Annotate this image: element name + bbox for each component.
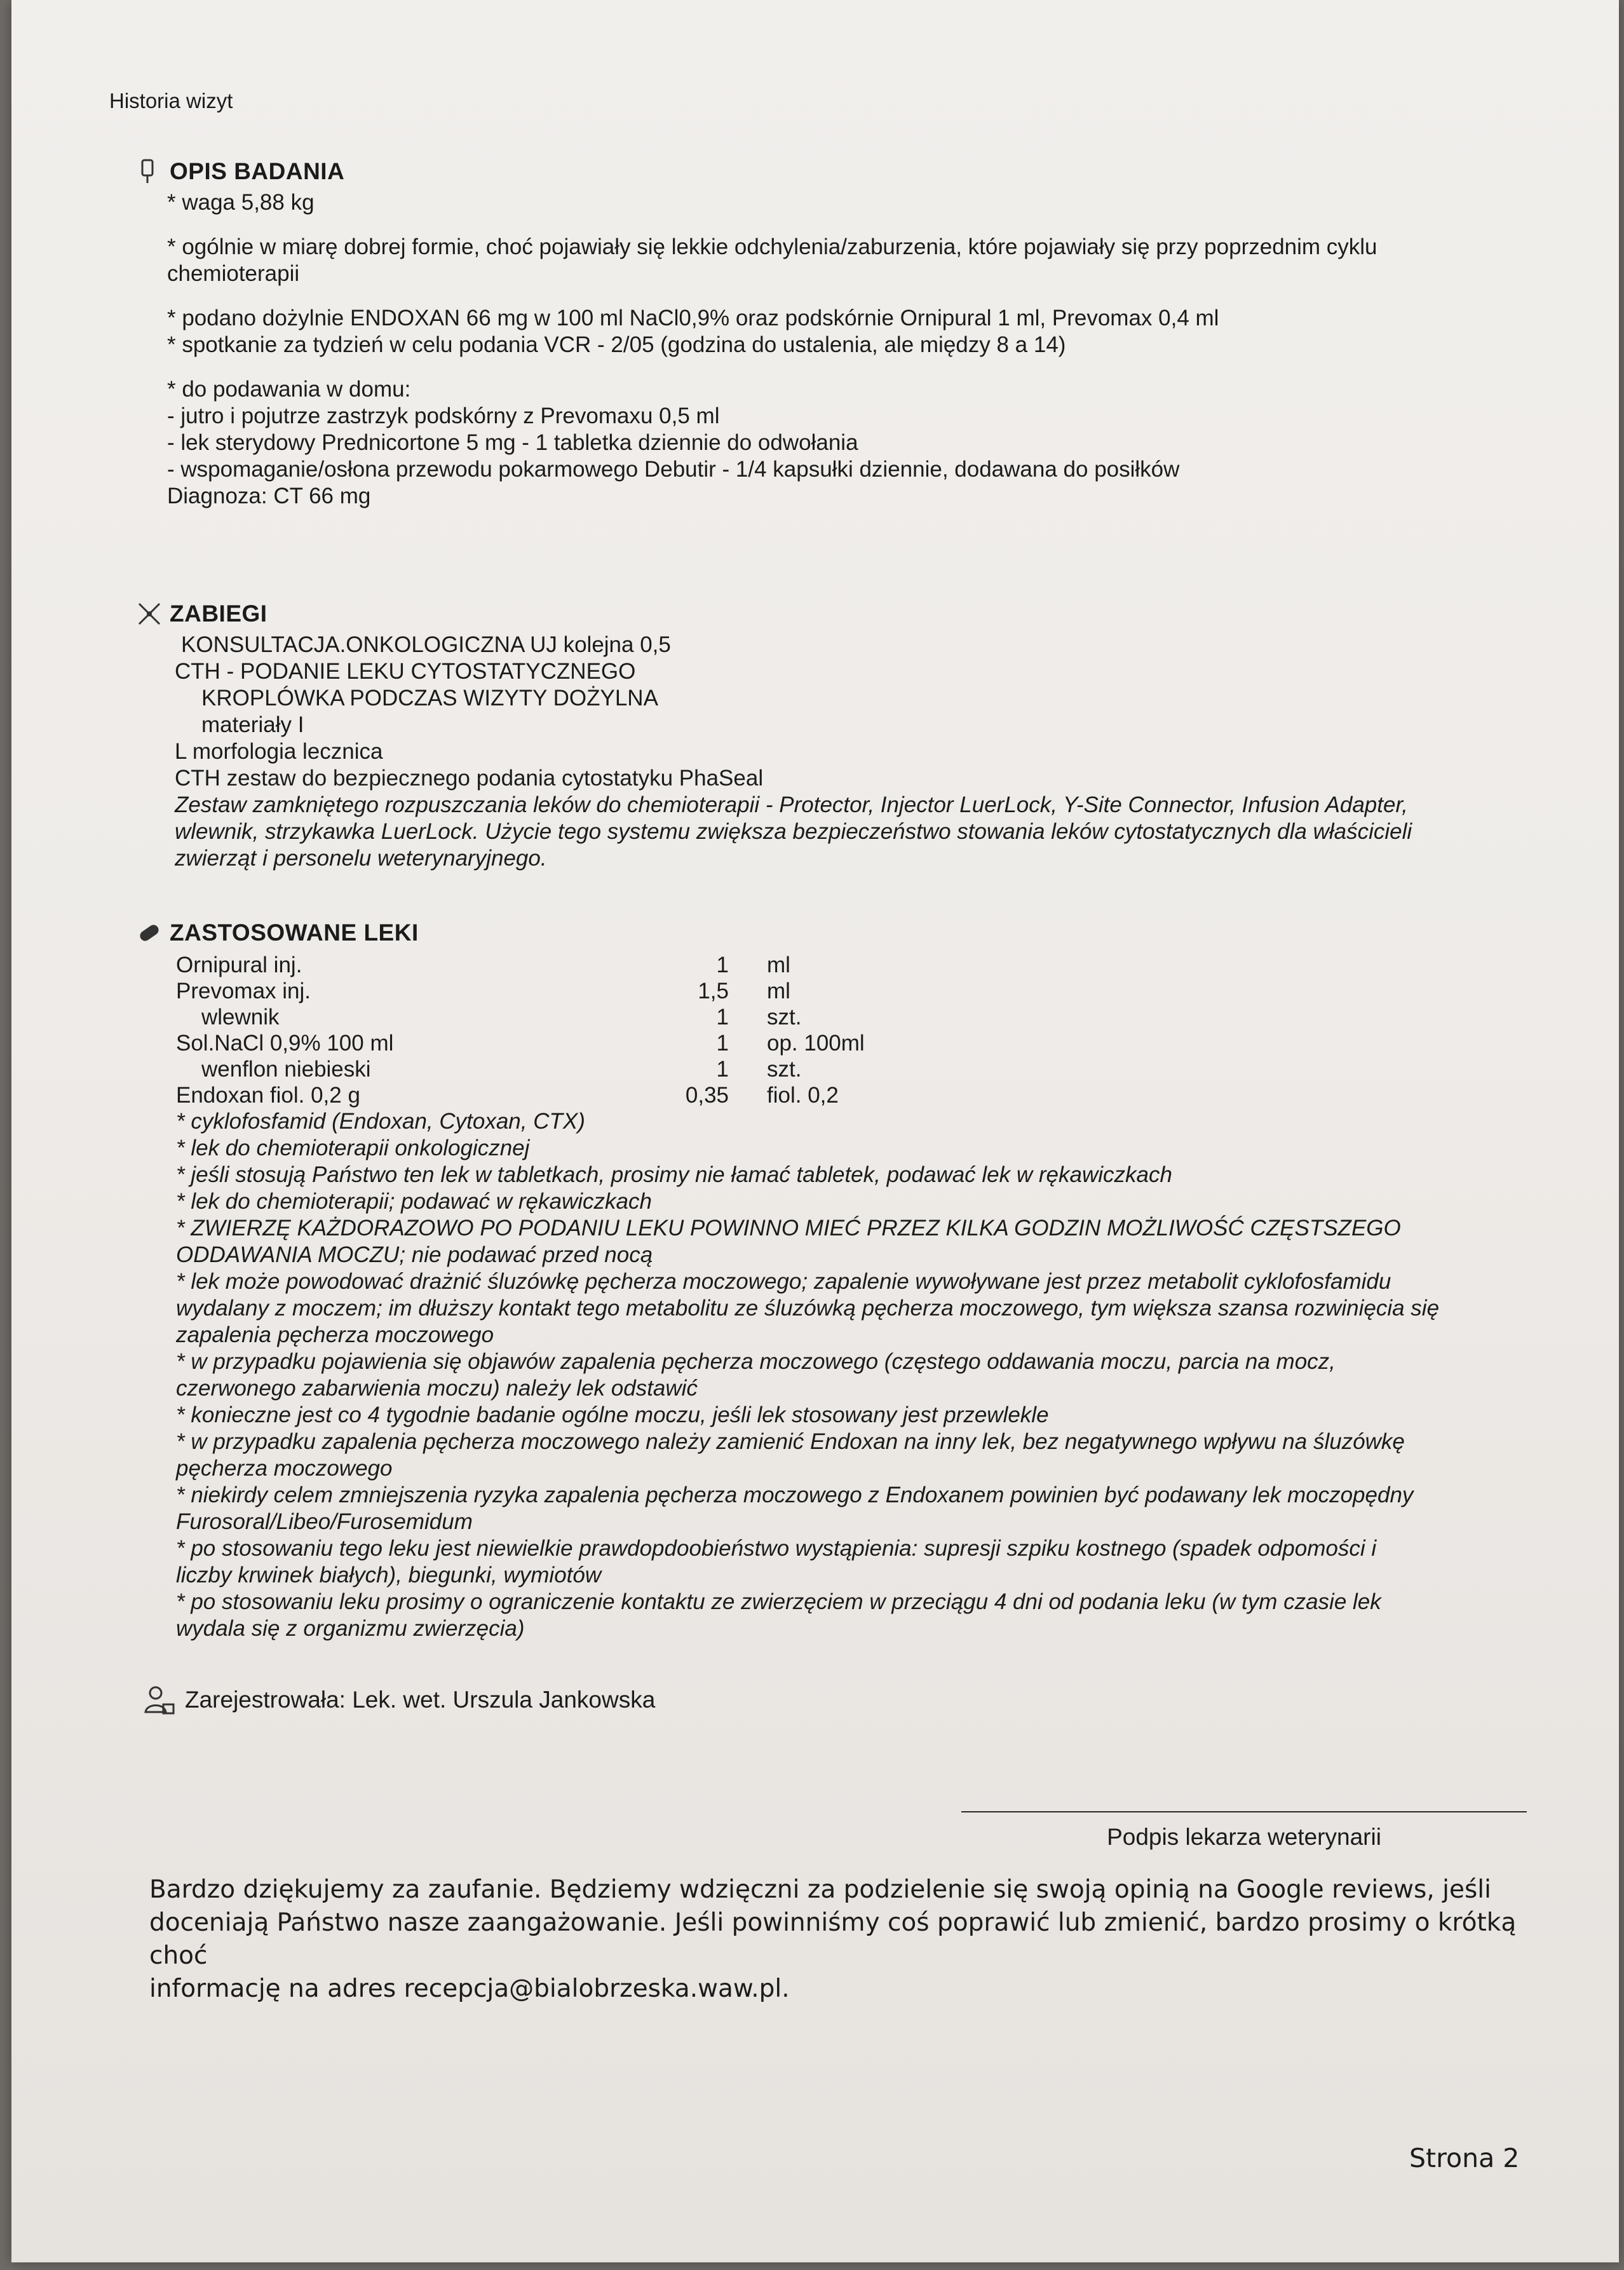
section-zabiegi [135,600,1565,872]
note-line: wydalany z moczem; im dłuższy kontakt tego metabolitu ze śluzówką pęcherza moczowego, tym większa szansa rozwinięcia się [176,1296,1440,1321]
note-line: ODDAWANIA MOCZU; nie podawać przed nocą [176,1242,653,1267]
note-line: * po stosowaniu leku prosimy o ograniczenie kontaktu ze zwierzęciem w przeciągu 4 dni od podania leku (w tym czasie lek [176,1589,1381,1614]
page-number: Strona 2 [1409,2143,1520,2173]
opis-line: * spotkanie za tydzień w celu podania VCR - 2/05 (godzina do ustalenia, ale między 8 a 14) [167,332,1066,357]
med-notes [176,1108,1571,1642]
zabiegi-italic-line: Zestaw zamkniętego rozpuszczania leków do chemioterapii - Protector, Injector LuerLock, Y-Site Connector, Infusion Adapter, [175,792,1408,817]
thank-you-note [149,1873,1547,2006]
note-line: pęcherza moczowego [176,1456,393,1481]
table-row: wlewnik 1 szt. [201,1005,802,1030]
section-title: ZASTOSOWANE LEKI [135,919,1571,947]
footer-line: Bardzo dziękujemy za zaufanie. Będziemy wdzięczni za podzielenie się swoją opinią na Google reviews, jeśli [149,1875,1491,1904]
note-line: * lek do chemioterapii; podawać w rękawiczkach [176,1189,652,1214]
opis-line: Diagnoza: CT 66 mg [167,484,371,508]
document-page [11,0,1619,2262]
section-title: ZABIEGI [135,600,1565,628]
opis-line: - jutro i pojutrze zastrzyk podskórny z Prevomaxu 0,5 ml [167,404,720,428]
opis-line: * podano dożylnie ENDOXAN 66 mg w 100 ml NaCl0,9% oraz podskórnie Ornipural 1 ml, Prevomax 0,4 ml [167,306,1219,330]
table-row: Ornipural inj. 1 ml [176,953,790,977]
zabiegi-italic-line: zwierząt i personelu weterynaryjnego. [175,846,547,871]
opis-line: * ogólnie w miarę dobrej formie, choć pojawiały się lekkie odchylenia/zaburzenia, które pojawiały się przy poprzednim cyklu [167,234,1377,259]
clipboard-icon [135,158,163,186]
note-line: * konieczne jest co 4 tygodnie badanie ogólne moczu, jeśli lek stosowany jest przewlekle [176,1403,1049,1427]
note-line: wydala się z organizmu zwierzęcia) [176,1616,525,1641]
note-line: * cyklofosfamid (Endoxan, Cytoxan, CTX) [176,1109,585,1134]
table-row: wenflon niebieski 1 szt. [201,1057,802,1082]
opis-line: chemioterapii [167,261,300,286]
zabiegi-line: CTH - PODANIE LEKU CYTOSTATYCZNEGO [175,659,636,684]
signature-label: Podpis lekarza weterynarii [1107,1824,1381,1850]
note-line: * w przypadku pojawienia się objawów zapalenia pęcherza moczowego (częstego oddawania moczu, parcia na mocz, [176,1349,1336,1374]
signature-line [961,1811,1527,1812]
note-line: * w przypadku zapalenia pęcherza moczowego należy zamienić Endoxan na inny lek, bez negatywnego wpływu na śluzówkę [176,1429,1405,1454]
note-line: * niekirdy celem zmniejszenia ryzyka zapalenia pęcherza moczowego z Endoxanem powinien być podawany lek moczopędny [176,1483,1414,1507]
user-icon [142,1684,176,1716]
section-opis-badania [135,158,1533,510]
table-row: Sol.NaCl 0,9% 100 ml 1 op. 100ml [176,1031,865,1056]
table-row: Endoxan fiol. 0,2 g 0,35 fiol. 0,2 [176,1083,839,1108]
note-line: * lek może powodować drażnić śluzówkę pęcherza moczowego; zapalenie wywoływane jest przez metabolit cyklofosfamidu [176,1269,1391,1294]
opis-line: - wspomaganie/osłona przewodu pokarmowego Debutir - 1/4 kapsułki dziennie, dodawana do posiłków [167,457,1180,482]
footer-line: doceniają Państwo nasze zaangażowanie. Jeśli powinniśmy coś poprawić lub zmienić, bardzo prosimy o krótką choć [149,1908,1517,1970]
registered-by: Zarejestrowała: Lek. wet. Urszula Jankowska [142,1684,655,1716]
opis-line: * do podawania w domu: [167,377,411,402]
note-line: * po stosowaniu tego leku jest niewielkie prawdopdoobieństwo wystąpienia: supresji szpiku kostnego (spadek odpomości i [176,1536,1377,1561]
page-header: Historia wizyt [109,89,233,112]
note-line: * ZWIERZĘ KAŻDORAZOWO PO PODANIU LEKU POWINNO MIEĆ PRZEZ KILKA GODZIN MOŻLIWOŚĆ CZĘSTSZEGO [176,1216,1401,1240]
pill-icon [135,919,163,947]
opis-line: - lek sterydowy Prednicortone 5 mg - 1 tabletka dziennie do odwołania [167,430,858,455]
meds-table [176,952,1571,1108]
scissors-icon [135,600,163,628]
section-zastosowane-leki [135,919,1571,1642]
section-title: OPIS BADANIA [135,158,1533,186]
footer-line: informację na adres recepcja@bialobrzeska.waw.pl. [149,1974,790,2003]
note-line: * jeśli stosują Państwo ten lek w tabletkach, prosimy nie łamać tabletek, podawać lek w rękawiczkach [176,1162,1172,1187]
zabiegi-line: KONSULTACJA.ONKOLOGICZNA UJ kolejna 0,5 [181,632,671,657]
note-line: zapalenia pęcherza moczowego [176,1322,494,1347]
note-line: * lek do chemioterapii onkologicznej [176,1136,530,1160]
zabiegi-line: materiały I [201,712,304,737]
table-row: Prevomax inj. 1,5 ml [176,979,790,1003]
signature-block [961,1811,1527,1851]
opis-line: * waga 5,88 kg [167,190,315,215]
note-line: Furosoral/Libeo/Furosemidum [176,1509,473,1534]
note-line: czerwonego zabarwienia moczu) należy lek odstawić [176,1376,698,1401]
zabiegi-line: KROPLÓWKA PODCZAS WIZYTY DOŻYLNA [201,686,658,710]
zabiegi-line: L morfologia lecznica [175,739,383,764]
zabiegi-italic-line: wlewnik, strzykawka LuerLock. Użycie tego systemu zwiększa bezpieczeństwo stowania leków cytostatycznych dla właścicieli [175,819,1412,844]
zabiegi-line: CTH zestaw do bezpiecznego podania cytostatyku PhaSeal [175,766,764,791]
note-line: liczby krwinek białych), biegunki, wymiotów [176,1563,602,1587]
